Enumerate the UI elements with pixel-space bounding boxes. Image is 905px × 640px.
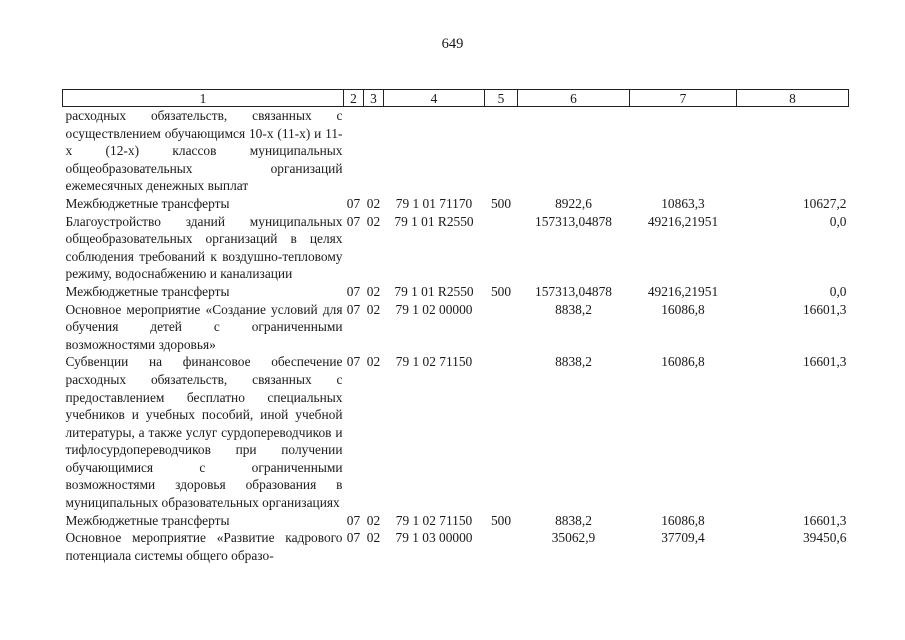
cell-amount-3: 0,0 [829,283,847,299]
table-body [63,107,849,565]
cell-section: 07 [346,512,361,528]
cell-name: Субвенции на финансовое обеспечение расходных обязательств, связанных с предоставлением бесплатно специальных учебников и учебных пособий, иной учебной литературы, а также услуг сурдопереводчиков и тифлосурдопереводчиков при получении обучающимися с ограниченными возможностями здоровья образования в муниципальных образовательных организациях [65,354,343,511]
table-row [63,213,849,283]
cell-amount-1: 8838,2 [555,512,592,528]
cell-expense-type [485,301,518,354]
cell-expense-type [485,107,518,195]
cell-amount-2: 16086,8 [661,301,705,317]
cell-amount-3: 39450,6 [802,530,847,546]
budget-table [62,89,849,564]
cell-amount-3 [737,107,849,195]
cell-amount-3: 10627,2 [802,195,847,211]
column-header-4: 4 [384,90,485,107]
table-row [63,283,849,301]
table-row [63,512,849,530]
cell-amount-3: 16601,3 [802,512,847,528]
cell-target-article: 79 1 02 71150 [395,512,473,528]
cell-amount-1: 8922,6 [555,195,592,211]
cell-expense-type [485,213,518,283]
cell-name: Межбюджетные трансферты [65,283,230,299]
cell-target-article: 79 1 01 R2550 [394,213,474,229]
column-header-5: 5 [485,90,518,107]
cell-subsection: 02 [366,195,381,211]
cell-section: 07 [346,283,361,299]
cell-amount-2: 37709,4 [661,530,705,546]
cell-amount-1: 8838,2 [555,354,592,370]
table-header [63,90,849,107]
cell-amount-1: 157313,04878 [535,283,612,299]
cell-section: 07 [346,213,361,229]
cell-section [344,107,364,195]
cell-section: 07 [346,301,361,317]
table-row [63,301,849,354]
cell-target-article: 79 1 02 00000 [395,301,473,317]
table-row [63,195,849,213]
table-row [63,529,849,564]
cell-amount-2: 49216,21951 [647,283,719,299]
column-header-3: 3 [364,90,384,107]
cell-subsection: 02 [366,213,381,229]
page-number: 649 [441,36,464,52]
header-row [63,90,849,107]
cell-expense-type [485,529,518,564]
cell-subsection [364,107,384,195]
cell-expense-type: 500 [490,195,512,211]
cell-name: Основное мероприятие «Создание условий для обучения детей с ограниченными возможностями здоровья» [65,301,343,352]
column-header-2: 2 [344,90,364,107]
cell-expense-type [485,353,518,511]
cell-subsection: 02 [366,283,381,299]
cell-target-article: 79 1 03 00000 [395,530,473,546]
cell-amount-2 [630,107,737,195]
cell-name: Основное мероприятие «Развитие кадрового потенциала системы общего образо- [65,530,343,563]
cell-section: 07 [346,530,361,546]
cell-expense-type: 500 [490,283,512,299]
cell-target-article: 79 1 01 R2550 [394,283,474,299]
cell-amount-3: 0,0 [829,213,847,229]
cell-name: расходных обязательств, связанных с осуществлением обучающимся 10-х (11-х) и 11-х (12-х) классов муниципальных общеобразовательных организаций ежемесячных денежных выплат [65,108,343,194]
cell-subsection: 02 [366,512,381,528]
cell-amount-2: 16086,8 [661,512,705,528]
cell-subsection: 02 [366,530,381,546]
table-row [63,353,849,511]
column-header-8: 8 [737,90,849,107]
cell-section: 07 [346,195,361,211]
cell-amount-1: 35062,9 [551,530,596,546]
cell-name: Благоустройство зданий муниципальных общеобразовательных организаций в целях соблюдения требований к воздушно-тепловому режиму, водоснабжению и канализации [65,213,343,282]
column-header-7: 7 [630,90,737,107]
cell-target-article: 79 1 01 71170 [395,195,473,211]
cell-subsection: 02 [366,301,381,317]
cell-amount-1 [518,107,630,195]
cell-amount-2: 16086,8 [661,354,705,370]
cell-amount-1: 157313,04878 [535,213,612,229]
cell-target-article [384,107,485,195]
cell-name: Межбюджетные трансферты [65,512,230,528]
cell-amount-2: 10863,3 [661,195,705,211]
cell-target-article: 79 1 02 71150 [395,354,473,370]
column-header-1: 1 [63,90,344,107]
table-row [63,107,849,195]
cell-amount-3: 16601,3 [802,301,847,317]
cell-subsection: 02 [366,354,381,370]
cell-amount-2: 49216,21951 [647,213,719,229]
cell-amount-1: 8838,2 [555,301,592,317]
cell-section: 07 [346,354,361,370]
column-header-6: 6 [518,90,630,107]
cell-name: Межбюджетные трансферты [65,195,230,211]
cell-amount-3: 16601,3 [802,354,847,370]
cell-expense-type: 500 [490,512,512,528]
